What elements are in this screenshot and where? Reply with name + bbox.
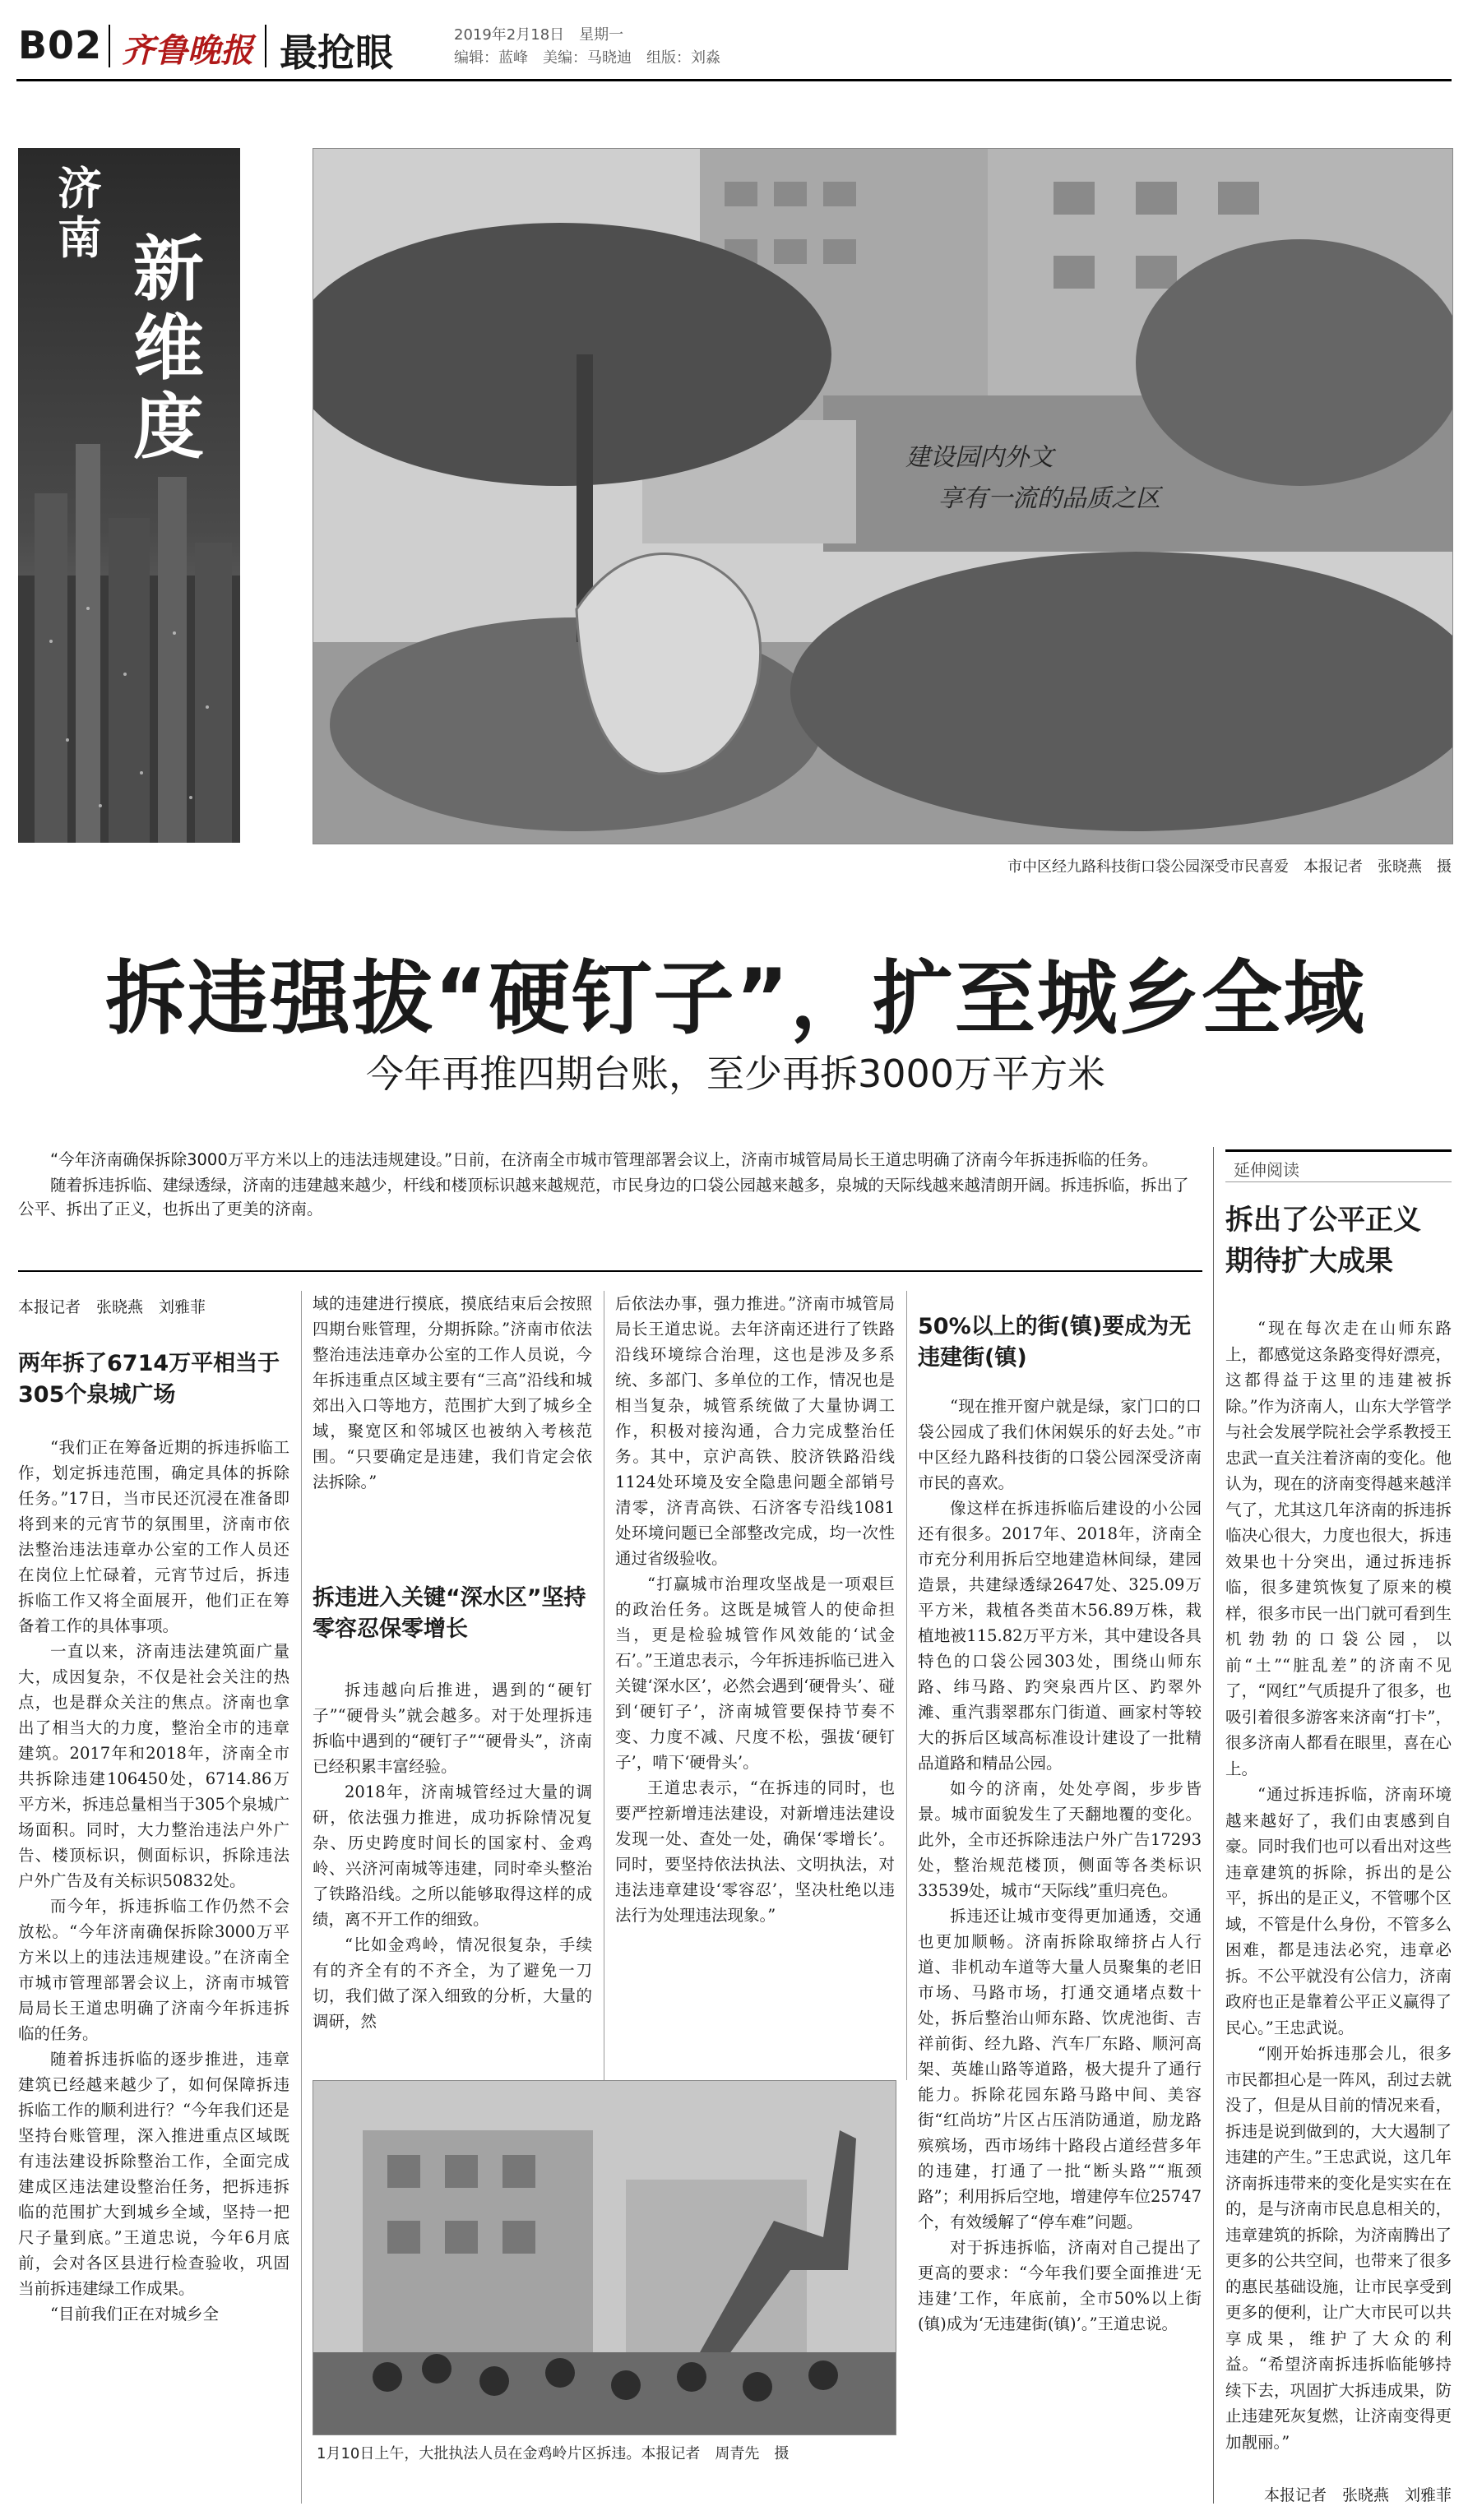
article-byline: 本报记者 张晓燕 刘雅菲: [18, 1298, 206, 1316]
column-title: 最抢眼: [280, 30, 393, 75]
masthead-divider: [265, 25, 266, 67]
sidebar-tag-box: [1225, 1149, 1452, 1182]
paragraph: “通过拆违拆临，济南环境越来越好了，我们由衷感到自豪。同时我们也可以看出对这些违章建筑的拆除，拆出的是公平，拆出的是正义，不管哪个区域，不管是什么身份，不管多么困难，都是违法必究，违章必拆。不公平就没有公信力，济南政府也正是靠着公平正义赢得了民心。”王忠武说。: [1225, 1785, 1452, 2037]
paragraph: “比如金鸡岭，情况很复杂，手续有的齐全有的不齐全，为了避免一刀切，我们做了深入细致的分析，大量的调研，然: [313, 1935, 592, 2031]
park-photo: [313, 148, 1453, 844]
sidebar-title-line1: 拆出了公平正义: [1225, 1204, 1421, 1237]
park-scene: [313, 149, 1452, 844]
column-divider: [301, 1291, 302, 2504]
demolition-scene: [313, 2081, 896, 2434]
issue-date: 2019年2月18日 星期一: [454, 26, 624, 44]
paragraph: 像这样在拆违拆临后建设的小公园还有很多。2017年、2018年，济南全市充分利用拆后空地建造林间绿，建园造景，共建绿透绿2647处、325.09万平方米，栽植各类苗木56.89万株，栽植地被115.82万平方米，其中建设各具特色的口袋公园303处，围绕山师东路、纬马路、趵突泉西片区、趵翠外滩、重汽翡翠郡东门街道、画家村等较大的拆后区域高标准设计建设了一批精品道路和精品公园。: [918, 1499, 1202, 1773]
masthead-rule: [16, 79, 1452, 81]
paragraph: 拆违越向后推进，遇到的“硬钉子”“硬骨头”就会越多。对于处理拆违拆临中遇到的“硬钉子”“硬骨头”，济南已经积累丰富经验。: [313, 1681, 592, 1776]
article-column-4: [918, 1394, 1202, 2504]
paragraph: 后依法办事，强力推进。”济南市城管局局长王道忠说。去年济南还进行了铁路沿线环境综合治理，这也是涉及多系统、多部门、多单位的工作，情况也是相当复杂，城管系统做了大量协调工作，积极对接沟通，合力完成整治任务。其中，京沪高铁、胶济铁路沿线1124处环境及安全隐患问题全部销号清零，济青高铁、石济客专沿线1081处环境问题已全部整改完成，均一次性通过省级验收。: [615, 1294, 895, 1568]
column-divider: [1213, 1147, 1214, 2504]
sidebar-title-line2: 期待扩大成果: [1225, 1245, 1393, 1278]
article-column-3: [615, 1291, 895, 2068]
newspaper-logo: 齐鲁晚报: [122, 31, 253, 70]
paragraph: 拆违还让城市变得更加通透，交通也更加顺畅。济南拆除取缔挤占人行道、非机动车道等大量人员聚集的老旧市场、马路市场，打通交通堵点数十处，拆后整治山师东路、饮虎池街、吉祥前街、经九路、汽车厂东路、顺河高架、英雄山路等道路，极大提升了通行能力。拆除花园东路马路中间、美容街“红尚坊”片区占压消防通道，励龙路殡殡场，西市场纬十路段占道经营多年的违建，打通了一批“断头路”“瓶颈路”；利用拆后空地，增建停车位25747个，有效缓解了“停车难”问题。: [918, 1907, 1202, 2231]
sidebar-byline: 本报记者 张晓燕 刘雅菲: [1263, 2486, 1452, 2504]
wall-inscription-1: 建设园内外文: [905, 443, 1054, 472]
column-banner: [18, 148, 240, 843]
article-column-2-bottom: [313, 1677, 592, 2068]
paragraph: “我们正在筹备近期的拆违拆临工作，划定拆违范围，确定具体的拆除任务。”17日，当市民还沉浸在准备即将到来的元宵节的氛围里，济南市依法整治违法违章办公室的工作人员还在岗位上忙碌着，元宵节过后，拆违拆临工作又将全面展开，他们正在筹备着工作的具体事项。: [18, 1438, 289, 1635]
lead-paragraph: [18, 1148, 1202, 1223]
banner-line1: 济南: [58, 163, 102, 264]
paragraph: “打赢城市治理攻坚战是一项艰巨的政治任务。这既是城管人的使命担当，更是检验城管作风效能的‘试金石’。”王道忠表示，今年拆违拆临已进入关键‘深水区’，必然会遇到‘硬骨头’、碰到‘硬钉子’，济南城管要保持节奏不变、力度不减、尺度不松，强拔‘硬钉子’，啃下‘硬骨头’。: [615, 1574, 895, 1772]
wall-inscription-2: 享有一流的品质之区: [938, 484, 1160, 513]
paragraph: “目前我们正在对城乡全: [50, 2305, 219, 2323]
lead-para-1: “今年济南确保拆除3000万平方米以上的违法违规建设。”日前，在济南全市城市管理部署会议上，济南市城管局局长王道忠明确了济南今年拆违拆临的任务。: [50, 1150, 1159, 1169]
paragraph: 随着拆违拆临的逐步推进，违章建筑已经越来越少了，如何保障拆违拆临工作的顺利进行？“今年我们还是坚持台账管理，深入推进重点区域既有违法建设拆除整治工作，全面完成建成区违法建设整治任务，把拆违拆临的范围扩大到城乡全域，坚持一把尺子量到底。”王道忠说，今年6月底前，会对各区县进行检查验收，巩固当前拆违建绿工作成果。: [18, 2050, 289, 2298]
paragraph: 域的违建进行摸底，摸底结束后会按照四期台账管理，分期拆除。”济南市依法整治违法违章办公室的工作人员说，今年拆违重点区域主要有“三高”沿线和城郊出入口等地方，范围扩大到了城乡全域，聚宽区和邻城区也被纳入考核范围。“只要确定是违建，我们肯定会依法拆除。”: [313, 1294, 592, 1491]
section-heading-3: 50%以上的街(镇)要成为无违建街(镇): [918, 1314, 1192, 1371]
paragraph: “刚开始拆违那会儿，很多市民都担心是一阵风，刮过去就没了，但是从目前的情况来看，拆违是说到做到的，大大遏制了违建的产生。”王忠武说，这几年济南拆违带来的变化是实实在在的，是与济南市民息息相关的，违章建筑的拆除，为济南腾出了更多的公共空间，也带来了很多的惠民基础设施，让市民享受到更多的便利，让广大市民可以共享成果，维护了大众的利益。“希望济南拆违拆临能够持续下去，巩固扩大拆违成果，防止违建死灰复燃，让济南变得更加靓丽。”: [1225, 2044, 1452, 2452]
paragraph: 对于拆违拆临，济南对自己提出了更高的要求：“今年我们要全面推进‘无违建’工作，年底前，全市50%以上街(镇)成为‘无违建街(镇)’。”王道忠说。: [918, 2238, 1202, 2333]
editor-credits: 编辑：蓝峰 美编：马晓迪 组版：刘淼: [454, 49, 720, 67]
paragraph: 2018年，济南城管经过大量的调研，依法强力推进，成功拆除情况复杂、历史跨度时间长的国家村、金鸡岭、兴济河南城等违建，同时牵头整治了铁路沿线。之所以能够取得这样的成绩，离不开工作的细致。: [313, 1782, 592, 1929]
section-heading-2: 拆违进入关键“深水区”坚持零容忍保零增长: [313, 1585, 586, 1642]
paragraph: 而今年，拆违拆临工作仍然不会放松。“今年济南确保拆除3000万平方米以上的违法违规建设。”在济南全市城市管理部署会议上，济南市城管局局长王道忠明确了济南今年拆违拆临的任务。: [18, 1897, 289, 2043]
column-divider: [906, 1291, 907, 2080]
photo-caption-1: 市中区经九路科技街口袋公园深受市民喜爱 本报记者 张晓燕 摄: [1007, 858, 1452, 876]
page-number: B02: [18, 23, 103, 67]
sidebar-body: [1225, 1315, 1452, 2475]
article-column-1: [18, 1435, 289, 2504]
demolition-photo: [313, 2080, 896, 2435]
photo-caption-2: 1月10日上午，大批执法人员在金鸡岭片区拆违。本报记者 周青先 摄: [317, 2445, 790, 2462]
masthead-divider: [109, 25, 110, 67]
paragraph: “现在每次走在山师东路上，都感觉这条路变得好漂亮，这都得益于这里的违建被拆除。”作为济南人，山东大学管学与社会发展学院社会学系教授王忠武一直关注着济南的变化。他认为，现在的济南变得越来越洋气了，尤其这几年济南的拆违拆临决心很大，力度也很大，拆违效果也十分突出，通过拆违拆临，很多建筑恢复了原来的模样，很多市民一出门就可看到生机勃勃的口袋公园，以前“土”“脏乱差”的济南不见了，“网红”气质提升了很多，也吸引着很多游客来济南“打卡”，很多济南人都看在眼里，喜在心上。: [1225, 1319, 1452, 1778]
paragraph: 王道忠表示，“在拆违的同时，也要严控新增违法建设，对新增违法建设发现一处、查处一处，确保‘零增长’。同时，要坚持依法执法、文明执法，对违法违章建设‘零容忍’，坚决杜绝以违法行为处理违法现象。”: [615, 1778, 895, 1925]
section-heading-1: 两年拆了6714万平相当于305个泉城广场: [18, 1351, 280, 1408]
sub-headline: 今年再推四期台账，至少再拆3000万平方米: [365, 1052, 1106, 1096]
paragraph: 一直以来，济南违法建筑面广量大，成因复杂，不仅是社会关注的热点，也是群众关注的焦点。济南也拿出了相当大的力度，整治全市的违章建筑。2017年和2018年，济南全市共拆除违建106450处，6714.86万平方米，拆违总量相当于305个泉城广场面积。同时，大力整治违法户外广告、楼顶标识，侧面标识，拆除违法户外广告及有关标识50832处。: [18, 1642, 289, 1890]
banner-line2: 新维度: [133, 229, 204, 469]
lead-para-2: 随着拆违拆临、建绿透绿，济南的违建越来越少，杆线和楼顶标识越来越规范，市民身边的口袋公园越来越多，泉城的天际线越来越清朗开阔。拆违拆临，拆出了公平、拆出了正义，也拆出了更美的济南。: [18, 1176, 1189, 1218]
paragraph: 如今的济南，处处亭阁，步步皆景。城市面貌发生了天翻地覆的变化。此外，全市还拆除违法户外广告17293处，整治规范楼顶，侧面等各类标识33539处，城市“天际线”重归亮色。: [918, 1779, 1202, 1900]
main-headline: 拆违强拔“硬钉子”，扩至城乡全域: [105, 952, 1366, 1046]
lead-rule: [18, 1270, 1202, 1272]
paragraph: “现在推开窗户就是绿，家门口的口袋公园成了我们休闲娱乐的好去处。”市中区经九路科技街的口袋公园深受济南市民的喜欢。: [918, 1397, 1202, 1492]
sidebar-tag: 延伸阅读: [1234, 1160, 1299, 1180]
article-column-2-top: [313, 1291, 592, 1570]
